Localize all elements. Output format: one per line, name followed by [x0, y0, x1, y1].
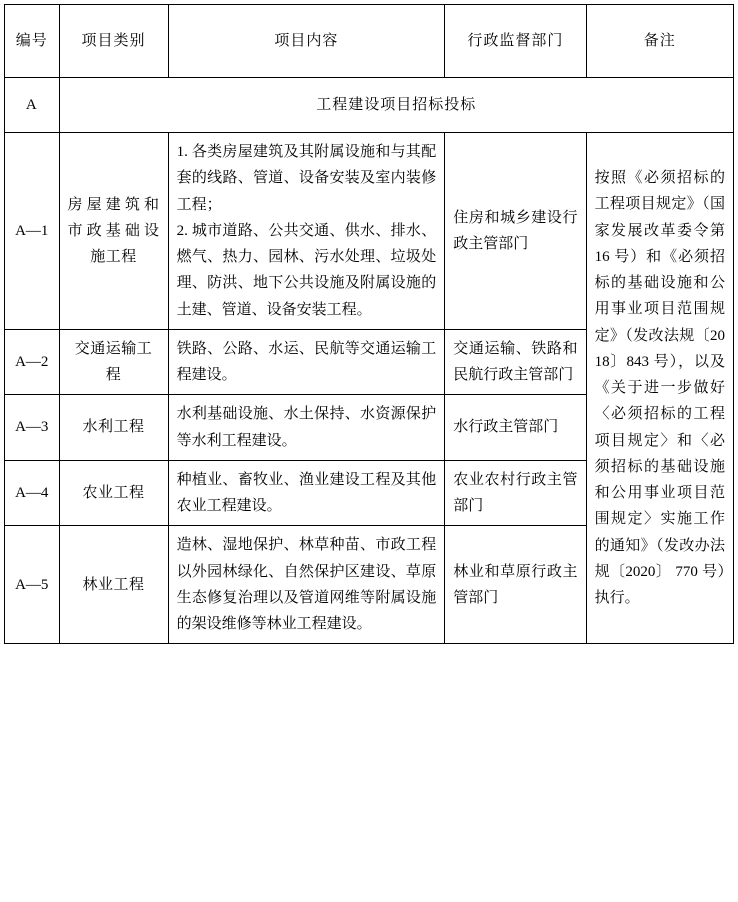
- header-cell-content: 项目内容: [168, 5, 445, 78]
- row-content: 造林、湿地保护、林草种苗、市政工程以外园林绿化、自然保护区建设、草原生态修复治理以及管道网维等附属设施的架设维修等林业工程建设。: [168, 526, 445, 644]
- header-cell-department: 行政监督部门: [445, 5, 586, 78]
- row-category: 农业工程: [59, 460, 168, 526]
- section-title: 工程建设项目招标投标: [59, 78, 733, 133]
- row-category: 交通运输工程: [59, 329, 168, 395]
- header-cell-category: 项目类别: [59, 5, 168, 78]
- row-code: A—1: [5, 133, 60, 330]
- remarks-cell: 按照《必须招标的工程项目规定》（国家发展改革委令第 16 号）和《必须招标的基础设施和公用事业项目范围规定》（发改法规〔2018〕843 号），以及《关于进一步做好〈必须招标的工程项目规定〉和〈必须招标的基础设施和公用事业项目范围规定〉实施工作的通知》（发改办法规〔2020〕 770 号）执行。: [586, 133, 733, 644]
- header-cell-code: 编号: [5, 5, 60, 78]
- table-row: [5, 133, 734, 330]
- row-code: A—4: [5, 460, 60, 526]
- catalog-table: [4, 4, 734, 644]
- table-header-row: [5, 5, 734, 78]
- row-department: 住房和城乡建设行政主管部门: [445, 133, 586, 330]
- row-content-line: 2. 城市道路、公共交通、供水、排水、燃气、热力、园林、污水处理、垃圾处理、防洪、地下公共设施及附属设施的土建、管道、设备安装工程。: [176, 222, 437, 318]
- row-department: 水行政主管部门: [445, 395, 586, 461]
- row-department: 农业农村行政主管部门: [445, 460, 586, 526]
- row-content-line: 1. 各类房屋建筑及其附属设施和与其配套的线路、管道、设备安装及室内装修工程；: [176, 144, 437, 213]
- row-content: 种植业、畜牧业、渔业建设工程及其他农业工程建设。: [168, 460, 445, 526]
- row-code: A—3: [5, 395, 60, 461]
- row-code: A—2: [5, 329, 60, 395]
- row-content: 水利基础设施、水土保持、水资源保护等水利工程建设。: [168, 395, 445, 461]
- row-category: 林业工程: [59, 526, 168, 644]
- row-code: A—5: [5, 526, 60, 644]
- section-code: A: [5, 78, 60, 133]
- row-category: 水利工程: [59, 395, 168, 461]
- row-content: [168, 133, 445, 330]
- row-department: 林业和草原行政主管部门: [445, 526, 586, 644]
- row-content: 铁路、公路、水运、民航等交通运输工程建设。: [168, 329, 445, 395]
- row-category: 房屋建筑和市政基础设施工程: [59, 133, 168, 330]
- header-cell-remarks: 备注: [586, 5, 733, 78]
- section-row: [5, 78, 734, 133]
- row-department: 交通运输、铁路和民航行政主管部门: [445, 329, 586, 395]
